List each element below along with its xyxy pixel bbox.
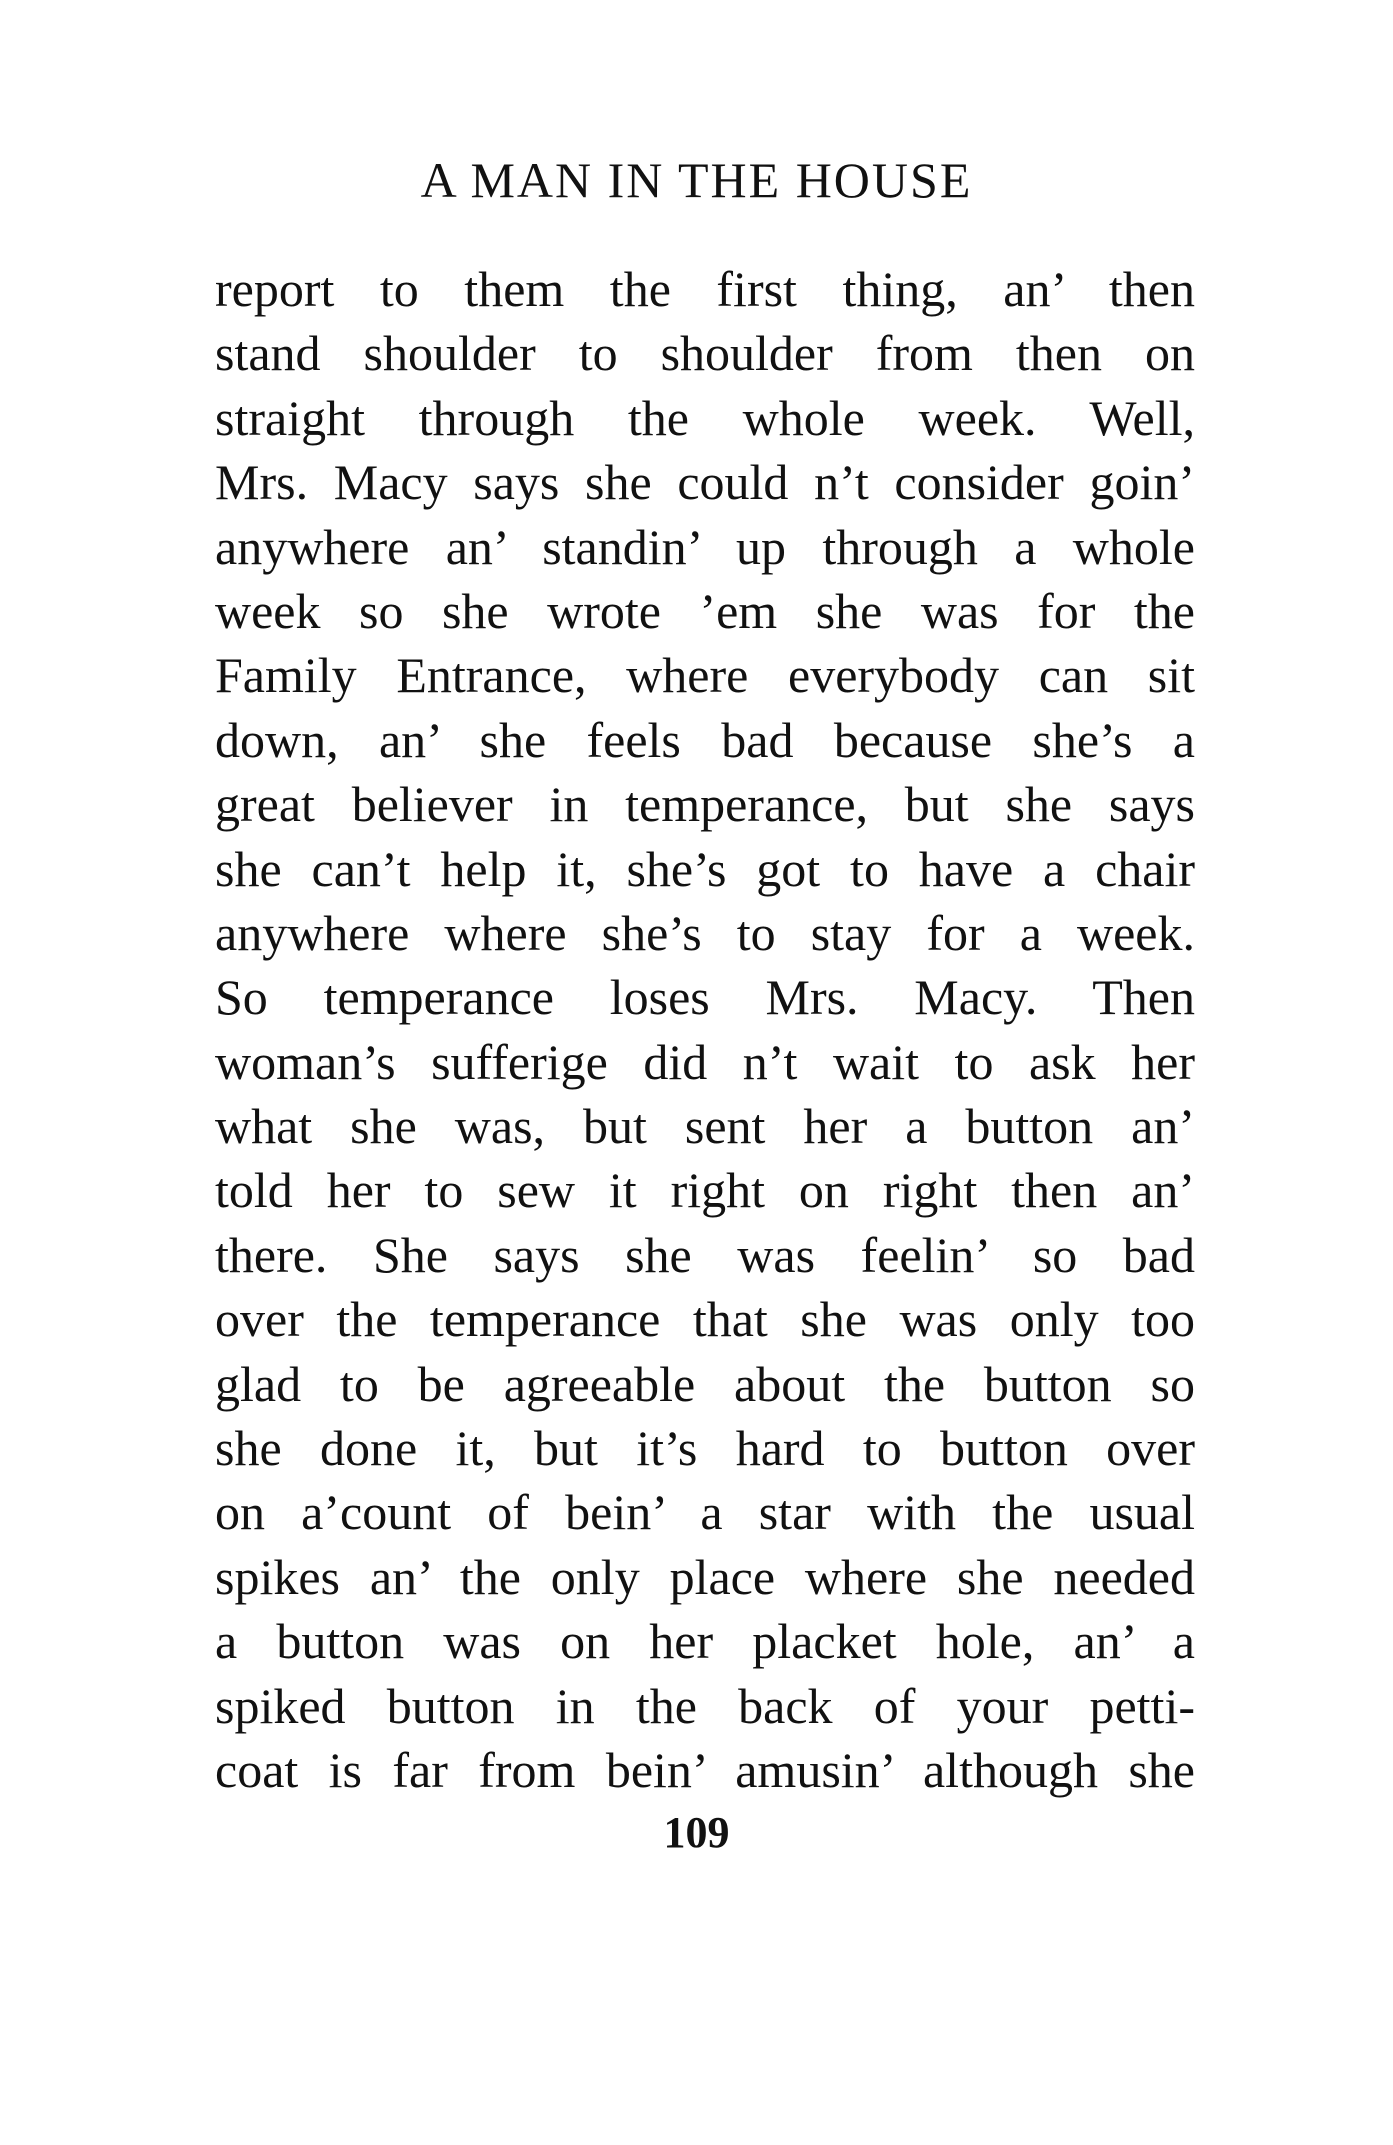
text-line: Mrs. Macy says she could n’t consider goin’ (215, 454, 1195, 511)
body-text (215, 257, 1195, 1802)
text-line: Family Entrance, where everybody can sit (215, 647, 1195, 704)
text-line: coat is far from bein’ amusin’ although she (215, 1741, 1195, 1798)
text-line: down, an’ she feels bad because she’s a (215, 711, 1195, 768)
text-line: straight through the whole week. Well, (215, 389, 1195, 446)
text-line: glad to be agreeable about the button so (215, 1355, 1195, 1412)
text-line: great believer in temperance, but she says (215, 776, 1195, 833)
text-line: week so she wrote ’em she was for the (215, 582, 1195, 639)
text-line: she can’t help it, she’s got to have a chair (215, 840, 1195, 897)
text-line: over the temperance that she was only too (215, 1291, 1195, 1348)
text-line: she done it, but it’s hard to button over (215, 1420, 1195, 1477)
page-number: 109 (663, 1808, 730, 1857)
text-line: anywhere an’ standin’ up through a whole (215, 518, 1195, 575)
text-line: on a’count of bein’ a star with the usual (215, 1484, 1195, 1541)
text-line: what she was, but sent her a button an’ (215, 1098, 1195, 1155)
text-line: report to them the first thing, an’ then (215, 261, 1195, 317)
text-line: there. She says she was feelin’ so bad (215, 1226, 1195, 1283)
running-head: A MAN IN THE HOUSE (420, 152, 973, 208)
text-line: told her to sew it right on right then an’ (215, 1162, 1195, 1219)
text-line: woman’s sufferige did n’t wait to ask her (215, 1033, 1195, 1090)
text-line: So temperance loses Mrs. Macy. Then (215, 969, 1195, 1026)
text-line: spikes an’ the only place where she needed (215, 1548, 1195, 1605)
text-line: stand shoulder to shoulder from then on (215, 325, 1195, 382)
text-line: spiked button in the back of your petti- (215, 1677, 1195, 1734)
text-line: anywhere where she’s to stay for a week. (215, 904, 1195, 961)
text-line: a button was on her placket hole, an’ a (215, 1613, 1195, 1670)
